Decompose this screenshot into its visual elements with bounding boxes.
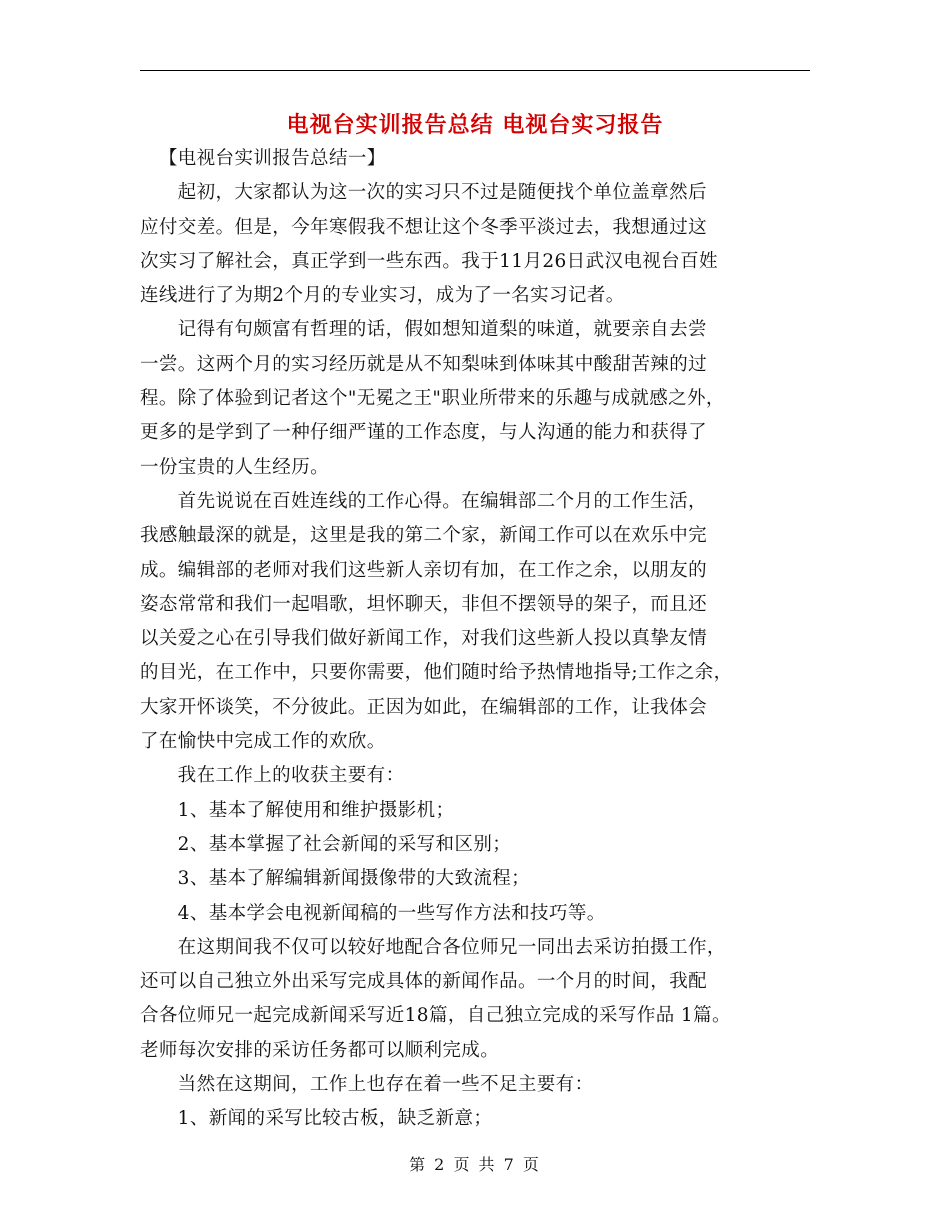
text-line: 在这期间我不仅可以较好地配合各位师兄一同出去采访拍摄工作， (140, 936, 726, 958)
text-line: 一份宝贵的人生经历。 (140, 456, 330, 478)
text-line: 次实习了解社会，真正学到一些东西。我于11月26日武汉电视台百姓 (140, 250, 718, 272)
text-line: 一尝。这两个月的实习经历就是从不知梨味到体味其中酸甜苦辣的过 (140, 353, 708, 375)
text-line: 2、基本掌握了社会新闻的采写和区别； (140, 833, 512, 855)
text-line: 的目光，在工作中，只要你需要，他们随时给予热情地指导;工作之余， (140, 662, 733, 684)
document-body (140, 142, 840, 1137)
text-line: 4、基本学会电视新闻稿的一些写作方法和技巧等。 (140, 902, 606, 924)
text-line: 我感触最深的就是，这里是我的第二个家，新闻工作可以在欢乐中完 (140, 525, 708, 547)
text-line: 程。除了体验到记者这个"无冕之王"职业所带来的乐趣与成就感之外， (140, 388, 725, 410)
text-line: 【电视台实训报告总结一】 (140, 148, 386, 169)
text-line: 连线进行了为期2个月的专业实习，成为了一名实习记者。 (140, 285, 625, 307)
text-line: 当然在这期间，工作上也存在着一些不足主要有： (140, 1074, 594, 1096)
text-line: 应付交差。但是，今年寒假我不想让这个冬季平淡过去，我想通过这 (140, 216, 708, 238)
text-line: 首先说说在百姓连线的工作心得。在编辑部二个月的工作生活， (140, 490, 707, 512)
text-line: 记得有句颇富有哲理的话，假如想知道梨的味道，就要亲自去尝 (140, 319, 707, 341)
text-line: 大家开怀谈笑，不分彼此。正因为如此，在编辑部的工作，让我体会 (140, 696, 708, 718)
text-line: 还可以自己独立外出采写完成具体的新闻作品。一个月的时间，我配 (140, 971, 708, 993)
document-title: 电视台实训报告总结 电视台实习报告 (286, 112, 664, 138)
text-line: 3、基本了解编辑新闻摄像带的大致流程； (140, 868, 531, 890)
text-line: 以关爱之心在引导我们做好新闻工作，对我们这些新人投以真挚友情 (140, 628, 708, 650)
text-line: 成。编辑部的老师对我们这些新人亲切有加，在工作之余，以朋友的 (140, 559, 708, 581)
text-line: 了在愉快中完成工作的欢欣。 (140, 731, 386, 753)
text-line: 老师每次安排的采访任务都可以顺利完成。 (140, 1039, 500, 1061)
text-line: 1、基本了解使用和维护摄影机； (140, 799, 455, 821)
text-line: 姿态常常和我们一起唱歌，坦怀聊天，非但不摆领导的架子，而且还 (140, 593, 708, 615)
text-line: 更多的是学到了一种仔细严谨的工作态度，与人沟通的能力和获得了 (140, 422, 708, 444)
text-line: 我在工作上的收获主要有： (140, 765, 405, 787)
text-line: 1、新闻的采写比较古板，缺乏新意； (140, 1108, 493, 1130)
header-rule (140, 70, 810, 71)
page-footer: 第 2 页 共 7 页 (409, 1155, 541, 1174)
text-line: 合各位师兄一起完成新闻采写近18篇，自己独立完成的采写作品 1篇。 (140, 1005, 731, 1027)
text-line: 起初，大家都认为这一次的实习只不过是随便找个单位盖章然后 (140, 182, 707, 204)
